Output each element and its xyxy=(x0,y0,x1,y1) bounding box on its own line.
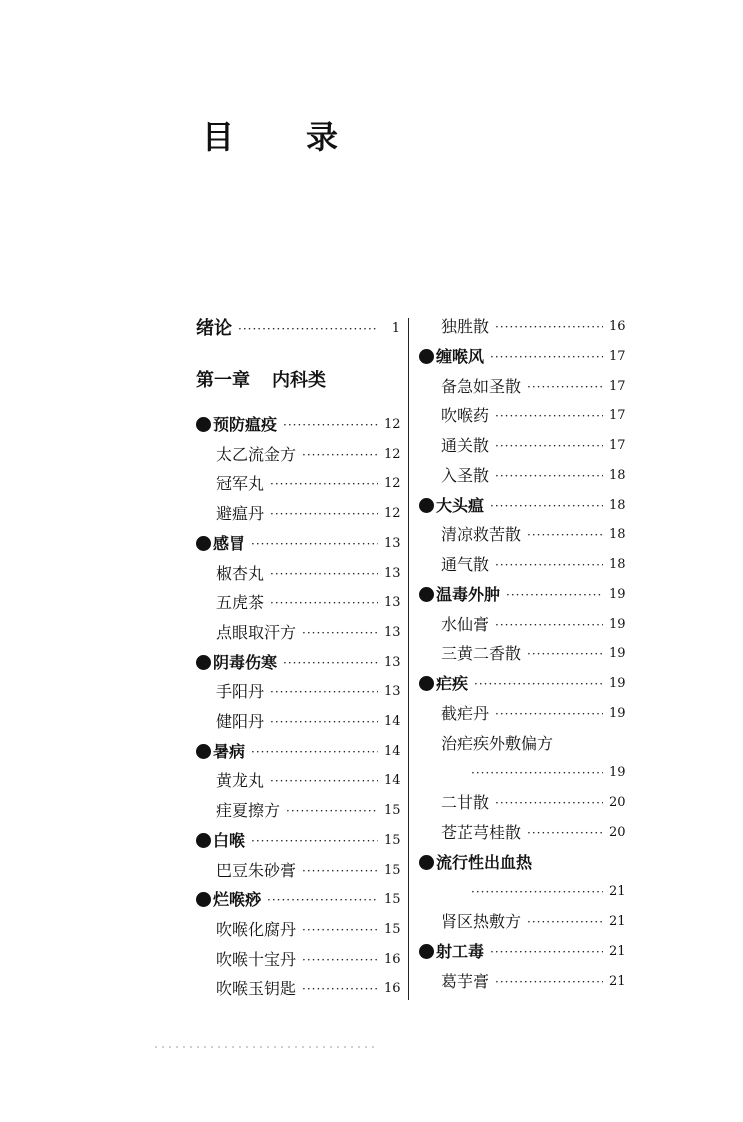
toc-entry-page: 16 xyxy=(609,319,626,334)
toc-entry-page: 19 xyxy=(609,676,626,691)
toc-entry-label xyxy=(196,949,296,971)
toc-entry-text: 健阳丹 xyxy=(216,712,265,731)
toc-entry-page: 21 xyxy=(609,944,626,959)
toc-entry[interactable] xyxy=(196,860,400,882)
column-divider xyxy=(408,318,409,1000)
bullet-icon xyxy=(196,892,211,907)
leader-dots xyxy=(302,919,378,941)
toc-entry-text: 大头瘟 xyxy=(436,496,485,515)
toc-entry-label xyxy=(196,563,264,585)
toc-entry-label xyxy=(419,554,489,576)
toc-entry-text: 苍芷芎桂散 xyxy=(441,823,522,842)
toc-entry-continuation[interactable] xyxy=(419,762,625,784)
toc-entry[interactable] xyxy=(196,622,400,644)
toc-entry-text: 暑病 xyxy=(213,742,246,761)
toc-entry-label-wrapped[interactable]: 治疟疾外敷偏方 xyxy=(441,734,554,753)
leader-dots xyxy=(495,703,603,725)
toc-entry-label xyxy=(419,435,489,457)
toc-entry[interactable] xyxy=(196,681,400,703)
toc-entry-text: 预防瘟疫 xyxy=(213,415,278,434)
toc-entry-page: 13 xyxy=(384,536,401,551)
toc-entry-text: 吹喉玉钥匙 xyxy=(216,979,297,998)
toc-entry[interactable] xyxy=(419,554,625,576)
toc-entry[interactable] xyxy=(419,822,625,844)
toc-entry-text: 白喉 xyxy=(213,831,246,850)
leader-dots xyxy=(495,554,603,576)
toc-entry-intro[interactable] xyxy=(196,318,400,340)
leader-dots xyxy=(302,978,378,1000)
toc-entry-page: 16 xyxy=(384,981,401,996)
toc-entry-text: 截疟丹 xyxy=(441,704,490,723)
toc-entry[interactable] xyxy=(196,563,400,585)
toc-entry-page: 20 xyxy=(609,825,626,840)
toc-entry-text: 点眼取汗方 xyxy=(216,623,297,642)
toc-entry-label xyxy=(196,473,264,495)
leader-dots xyxy=(251,830,378,852)
toc-entry[interactable] xyxy=(419,405,625,427)
toc-section-entry[interactable] xyxy=(419,495,625,517)
toc-entry-text: 通关散 xyxy=(441,436,490,455)
toc-entry-text: 感冒 xyxy=(213,534,246,553)
toc-entry[interactable] xyxy=(196,473,400,495)
toc-entry-page: 14 xyxy=(384,714,401,729)
leader-dots xyxy=(495,792,603,814)
toc-section-label-wrapped[interactable] xyxy=(419,852,532,874)
toc-entry-label xyxy=(419,614,489,636)
toc-entry-label xyxy=(196,681,264,703)
toc-section-entry[interactable] xyxy=(196,414,400,436)
toc-entry[interactable] xyxy=(419,643,625,665)
toc-section-entry[interactable] xyxy=(196,889,400,911)
toc-entry[interactable] xyxy=(419,316,625,338)
toc-entry-text: 葛芋膏 xyxy=(441,972,490,991)
toc-entry-label xyxy=(419,643,521,665)
bullet-icon xyxy=(419,676,434,691)
leader-dots xyxy=(238,318,378,340)
toc-entry-page: 14 xyxy=(384,744,401,759)
toc-entry-label xyxy=(419,971,489,993)
chapter-name: 内科类 xyxy=(272,370,326,391)
toc-entry-page: 19 xyxy=(609,646,626,661)
leader-dots xyxy=(474,673,603,695)
toc-section-entry[interactable] xyxy=(419,941,625,963)
leader-dots xyxy=(251,533,378,555)
leader-dots xyxy=(270,503,378,525)
toc-entry[interactable] xyxy=(196,592,400,614)
toc-entry-text: 射工毒 xyxy=(436,942,485,961)
bullet-icon xyxy=(419,944,434,959)
leader-dots xyxy=(527,376,603,398)
toc-entry[interactable] xyxy=(419,376,625,398)
leader-dots xyxy=(270,770,378,792)
toc-entry[interactable] xyxy=(419,465,625,487)
bullet-icon xyxy=(196,833,211,848)
toc-entry[interactable] xyxy=(196,444,400,466)
leader-dots xyxy=(283,414,378,436)
toc-entry-label xyxy=(196,533,245,555)
leader-dots xyxy=(267,889,378,911)
chapter-heading xyxy=(196,366,326,392)
toc-entry-page: 18 xyxy=(609,527,626,542)
leader-dots xyxy=(527,643,603,665)
toc-entry-text: 通气散 xyxy=(441,555,490,574)
toc-entry-page: 19 xyxy=(609,765,626,780)
toc-entry-label xyxy=(196,503,264,525)
toc-entry-label xyxy=(419,911,521,933)
toc-entry-text: 五虎茶 xyxy=(216,593,265,612)
toc-section-entry[interactable] xyxy=(196,830,400,852)
toc-entry-text: 三黄二香散 xyxy=(441,644,522,663)
toc-entry-text: 阴毒伤寒 xyxy=(213,653,278,672)
leader-dots xyxy=(302,860,378,882)
toc-entry-label xyxy=(419,792,489,814)
toc-entry-label xyxy=(419,673,468,695)
toc-entry-page: 17 xyxy=(609,438,626,453)
leader-dots xyxy=(495,405,603,427)
bullet-icon xyxy=(419,498,434,513)
leader-dots xyxy=(490,941,603,963)
toc-entry-page: 17 xyxy=(609,349,626,364)
toc-section-entry[interactable] xyxy=(196,533,400,555)
toc-entry-text: 二甘散 xyxy=(441,793,490,812)
leader-dots xyxy=(490,346,603,368)
toc-entry-label xyxy=(419,316,489,338)
toc-entry-page: 13 xyxy=(384,566,401,581)
toc-entry-label: 流行性出血热 xyxy=(436,853,533,872)
toc-entry-page: 19 xyxy=(609,706,626,721)
toc-entry-page: 1 xyxy=(391,321,400,336)
toc-section-entry[interactable] xyxy=(419,584,625,606)
leader-dots xyxy=(471,881,603,903)
toc-entry-text: 吹喉药 xyxy=(441,406,490,425)
bullet-icon xyxy=(196,536,211,551)
toc-entry[interactable] xyxy=(419,435,625,457)
toc-entry-label xyxy=(196,889,261,911)
toc-section-entry[interactable] xyxy=(419,673,625,695)
toc-entry-text: 肾区热敷方 xyxy=(441,912,522,931)
toc-section-entry[interactable] xyxy=(419,346,625,368)
leader-dots xyxy=(527,524,603,546)
toc-entry-label xyxy=(196,622,296,644)
leader-dots xyxy=(270,681,378,703)
leader-dots xyxy=(286,800,378,822)
title-char-2: 录 xyxy=(306,118,339,156)
leader-dots xyxy=(495,316,603,338)
toc-entry-text: 吹喉十宝丹 xyxy=(216,950,297,969)
leader-dots xyxy=(302,444,378,466)
toc-entry-page: 14 xyxy=(384,773,401,788)
toc-entry-page: 13 xyxy=(384,595,401,610)
toc-entry-page: 13 xyxy=(384,625,401,640)
toc-entry[interactable] xyxy=(419,614,625,636)
toc-entry-label: 绪论 xyxy=(196,318,232,339)
toc-entry[interactable] xyxy=(196,978,400,1000)
toc-entry-label xyxy=(196,711,264,733)
toc-entry-label xyxy=(419,703,489,725)
toc-entry-text: 疟疾 xyxy=(436,674,469,693)
toc-entry-page: 13 xyxy=(384,684,401,699)
toc-entry-label xyxy=(419,376,521,398)
leader-dots xyxy=(270,592,378,614)
bullet-icon xyxy=(419,587,434,602)
leader-dots xyxy=(471,762,603,784)
toc-entry-page: 21 xyxy=(609,914,626,929)
toc-entry-label xyxy=(196,444,296,466)
toc-entry-page: 17 xyxy=(609,379,626,394)
chapter-number: 第一章 xyxy=(196,370,250,391)
toc-entry-page: 15 xyxy=(384,892,401,907)
toc-entry-continuation[interactable] xyxy=(419,881,625,903)
toc-entry-page: 13 xyxy=(384,655,401,670)
toc-entry-text: 烂喉痧 xyxy=(213,890,262,909)
toc-entry-label xyxy=(419,465,489,487)
leader-dots xyxy=(527,911,603,933)
toc-entry-text: 手阳丹 xyxy=(216,682,265,701)
toc-entry-label xyxy=(196,830,245,852)
toc-entry-label xyxy=(419,941,484,963)
leader-dots xyxy=(527,822,603,844)
leader-dots xyxy=(506,584,603,606)
toc-entry-text: 黄龙丸 xyxy=(216,771,265,790)
title-char-1: 目 xyxy=(202,118,235,156)
toc-entry-label xyxy=(419,822,521,844)
toc-entry-page: 18 xyxy=(609,557,626,572)
toc-entry-label xyxy=(419,584,500,606)
toc-entry-label xyxy=(196,800,280,822)
bullet-icon xyxy=(419,349,434,364)
toc-entry[interactable] xyxy=(419,911,625,933)
toc-section-entry[interactable] xyxy=(196,652,400,674)
scan-specks xyxy=(155,1046,375,1048)
toc-entry[interactable] xyxy=(419,524,625,546)
toc-entry[interactable] xyxy=(196,800,400,822)
toc-entry[interactable] xyxy=(196,949,400,971)
toc-entry[interactable] xyxy=(419,971,625,993)
toc-entry-page: 21 xyxy=(609,884,626,899)
toc-entry-text: 缠喉风 xyxy=(436,347,485,366)
toc-entry-label xyxy=(419,405,489,427)
leader-dots xyxy=(495,971,603,993)
toc-entry-page: 19 xyxy=(609,617,626,632)
toc-entry-page: 15 xyxy=(384,803,401,818)
toc-entry-text: 清凉救苦散 xyxy=(441,525,522,544)
toc-entry-text: 温毒外肿 xyxy=(436,585,501,604)
toc-entry-page: 20 xyxy=(609,795,626,810)
toc-entry-label xyxy=(419,524,521,546)
leader-dots xyxy=(270,563,378,585)
toc-entry-text: 太乙流金方 xyxy=(216,445,297,464)
toc-entry-label xyxy=(196,860,296,882)
toc-entry-page: 18 xyxy=(609,498,626,513)
toc-section-entry[interactable] xyxy=(196,741,400,763)
bullet-icon xyxy=(419,855,434,870)
toc-entry-page: 19 xyxy=(609,587,626,602)
toc-entry-text: 备急如圣散 xyxy=(441,377,522,396)
toc-entry-page: 21 xyxy=(609,974,626,989)
toc-entry-page: 12 xyxy=(384,447,401,462)
toc-entry-label xyxy=(419,346,484,368)
toc-entry-label xyxy=(196,592,264,614)
leader-dots xyxy=(302,622,378,644)
toc-entry-label xyxy=(196,770,264,792)
toc-entry-page: 15 xyxy=(384,833,401,848)
toc-entry-label xyxy=(419,495,484,517)
toc-entry[interactable] xyxy=(196,919,400,941)
leader-dots xyxy=(302,949,378,971)
toc-entry-page: 12 xyxy=(384,417,401,432)
leader-dots xyxy=(270,473,378,495)
toc-entry-label xyxy=(196,741,245,763)
toc-entry-text: 冠军丸 xyxy=(216,474,265,493)
leader-dots xyxy=(495,435,603,457)
toc-entry-text: 避瘟丹 xyxy=(216,504,265,523)
toc-entry-label xyxy=(196,978,296,1000)
toc-entry-page: 12 xyxy=(384,506,401,521)
toc-entry-label xyxy=(196,652,277,674)
leader-dots xyxy=(283,652,378,674)
leader-dots xyxy=(251,741,378,763)
leader-dots xyxy=(495,465,603,487)
bullet-icon xyxy=(196,417,211,432)
toc-entry-page: 18 xyxy=(609,468,626,483)
toc-entry-text: 疰夏擦方 xyxy=(216,801,281,820)
toc-entry[interactable] xyxy=(196,770,400,792)
toc-entry-label xyxy=(196,919,296,941)
bullet-icon xyxy=(196,655,211,670)
toc-entry-text: 水仙膏 xyxy=(441,615,490,634)
toc-entry-text: 独胜散 xyxy=(441,317,490,336)
leader-dots xyxy=(270,711,378,733)
leader-dots xyxy=(490,495,603,517)
toc-entry-page: 15 xyxy=(384,863,401,878)
toc-entry[interactable] xyxy=(196,711,400,733)
toc-entry-text: 椒杏丸 xyxy=(216,564,265,583)
toc-entry[interactable] xyxy=(419,703,625,725)
toc-entry-text: 巴豆朱砂膏 xyxy=(216,861,297,880)
toc-entry-page: 15 xyxy=(384,922,401,937)
toc-entry-page: 17 xyxy=(609,408,626,423)
toc-entry-page: 16 xyxy=(384,952,401,967)
toc-entry-text: 吹喉化腐丹 xyxy=(216,920,297,939)
toc-entry[interactable] xyxy=(196,503,400,525)
leader-dots xyxy=(495,614,603,636)
toc-entry-page: 12 xyxy=(384,476,401,491)
toc-entry[interactable] xyxy=(419,792,625,814)
bullet-icon xyxy=(196,744,211,759)
toc-entry-text: 入圣散 xyxy=(441,466,490,485)
toc-entry-label xyxy=(196,414,277,436)
